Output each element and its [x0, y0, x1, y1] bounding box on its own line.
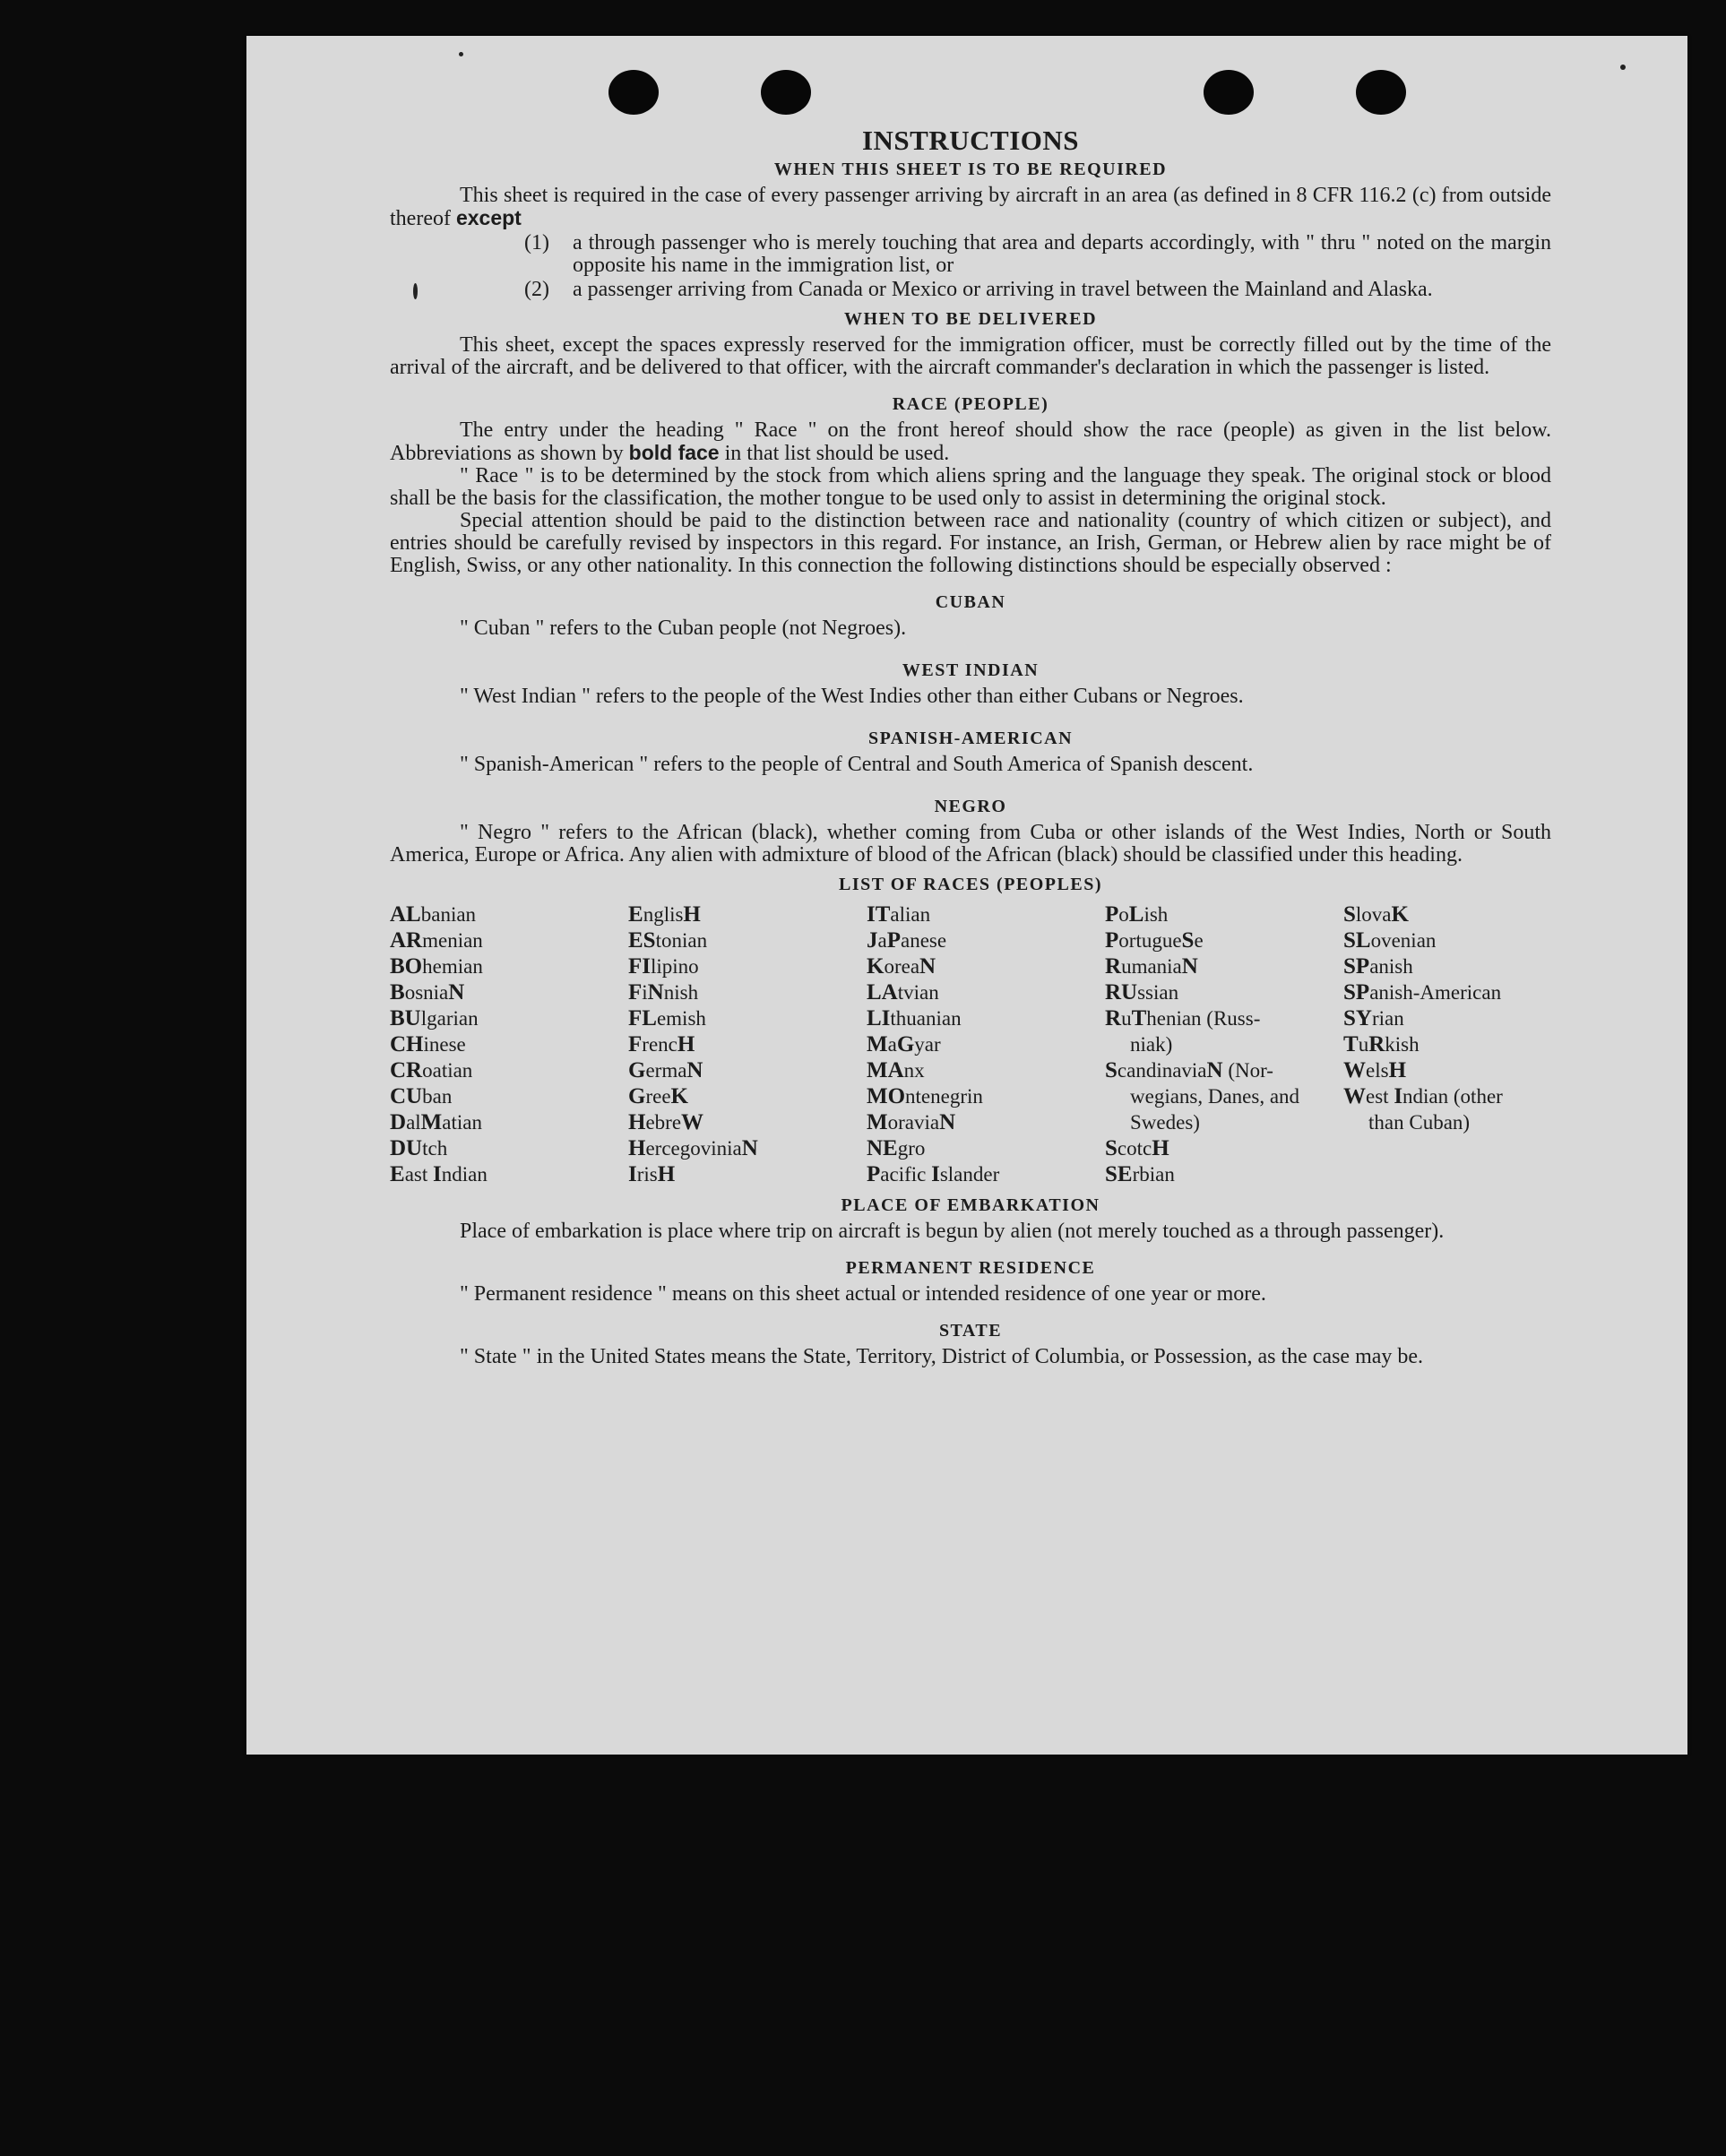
- race-text: anish-American: [1369, 981, 1502, 1004]
- heading-race: RACE (PEOPLE): [892, 394, 1049, 414]
- state-text: " State " in the United States means the State, Territory, District of Columbia, or Possession, as the case may be.: [460, 1345, 1424, 1368]
- race-abbrev: H: [628, 1136, 646, 1160]
- race-text: rbian: [1132, 1163, 1175, 1186]
- race-abbrev: T: [1131, 1006, 1147, 1031]
- punch-hole: [761, 70, 811, 115]
- race-text: u: [1358, 1033, 1369, 1056]
- race-abbrev: J: [867, 928, 878, 953]
- race-abbrev: N: [939, 1110, 956, 1134]
- race-abbrev: S: [1181, 928, 1195, 953]
- race-abbrev: F: [628, 980, 643, 1005]
- race-entry: [1343, 1057, 1549, 1083]
- race-paragraph-1: The entry under the heading " Race " on the front hereof should show the race (people) as given in the list below. Abbreviations as shown by bold face in that list should be used.: [390, 418, 1551, 465]
- race-text: slander: [939, 1163, 1000, 1186]
- race-abbrev: IT: [867, 902, 891, 927]
- race-abbrev: M: [420, 1110, 443, 1134]
- race-abbrev: W: [1343, 1058, 1366, 1082]
- race-text: banian: [420, 903, 477, 926]
- race-abbrev: F: [628, 1032, 643, 1056]
- race-abbrev: G: [896, 1032, 915, 1056]
- race-text: thuanian: [890, 1007, 962, 1030]
- race-entry: [1343, 979, 1549, 1005]
- race-column: [628, 901, 867, 1187]
- race-text: ast: [404, 1163, 433, 1186]
- race-abbrev: P: [867, 1162, 881, 1186]
- race-entry: [1343, 1005, 1549, 1031]
- race-column: [867, 901, 1105, 1187]
- race-text: nish: [663, 981, 699, 1004]
- race-text: cotc: [1117, 1137, 1152, 1160]
- race-abbrev: P: [1105, 928, 1119, 953]
- race-paragraph-2: " Race " is to be determined by the stock from which aliens spring and the language they speak. The original stock or blood shall be the basis for the classification, the mother tongue to be used only to assist in determining the original stock.: [390, 464, 1551, 510]
- race-text: ntenegrin: [905, 1085, 983, 1108]
- heading-embarkation: PLACE OF EMBARKATION: [841, 1195, 1100, 1215]
- race-abbrev: D: [390, 1110, 407, 1134]
- race-entry: [628, 953, 867, 979]
- except-bold: except: [455, 206, 522, 229]
- race-paragraph-3: Special attention should be paid to the distinction between race and nationality (country of which citizen or subject), and entries should be carefully revised by inspectors in this regard. For instance, an Irish, German, or Hebrew alien by race might be of English, Swiss, or any other nationality. In this connection the following distinctions should be especially observed :: [390, 509, 1551, 577]
- race-abbrev: M: [867, 1032, 888, 1056]
- cuban-text: " Cuban " refers to the Cuban people (not Negroes).: [460, 617, 907, 640]
- race-entry: [867, 1135, 1105, 1161]
- race-abbrev: N: [1206, 1058, 1223, 1082]
- race-entry: [1105, 1135, 1343, 1161]
- race-text: renc: [642, 1033, 677, 1056]
- punch-hole: [1204, 70, 1254, 115]
- race-entry: [390, 953, 628, 979]
- race-entry: [867, 1083, 1105, 1109]
- race-entry: [628, 1057, 867, 1083]
- race-entry: [390, 979, 628, 1005]
- race-abbrev: FI: [628, 954, 651, 979]
- race-entry: [628, 901, 867, 927]
- race-abbrev: R: [1368, 1032, 1385, 1056]
- race-entry: [1343, 953, 1549, 979]
- race-text: tvian: [897, 981, 939, 1004]
- race-abbrev: L: [1128, 902, 1144, 927]
- race-text: lova: [1355, 903, 1392, 926]
- race-abbrev: I: [1394, 1084, 1403, 1108]
- race-entry: [867, 1031, 1105, 1057]
- race-abbrev: SY: [1343, 1006, 1372, 1031]
- race-abbrev: CH: [390, 1032, 424, 1056]
- race-abbrev: SP: [1343, 954, 1370, 979]
- race-abbrev: N: [1181, 954, 1198, 979]
- race-entry: [628, 1135, 867, 1161]
- race-entry: [390, 1135, 628, 1161]
- document-sheet: [246, 36, 1687, 1755]
- race-entry: [628, 1031, 867, 1057]
- race-text: candinavia: [1117, 1059, 1207, 1082]
- race-text: anese: [901, 929, 947, 952]
- race-abbrev: H: [1388, 1058, 1407, 1082]
- race-text: emish: [656, 1007, 706, 1030]
- permanent-residence-text: " Permanent residence " means on this sheet actual or intended residence of one year or more.: [460, 1282, 1266, 1306]
- race-entry: [867, 953, 1105, 979]
- race-abbrev: W: [1343, 1084, 1366, 1108]
- race-abbrev: I: [931, 1162, 940, 1186]
- heading-list-of-races: LIST OF RACES (PEOPLES): [838, 875, 1102, 894]
- race-abbrev: H: [628, 1110, 646, 1134]
- punch-hole: [1356, 70, 1406, 115]
- race-entry: [867, 927, 1105, 953]
- race-text: e: [1194, 929, 1204, 952]
- race-abbrev: AL: [390, 902, 421, 927]
- race-abbrev: G: [628, 1084, 646, 1108]
- race-text: anish: [1369, 955, 1413, 978]
- race-abbrev: K: [670, 1084, 688, 1108]
- race-abbrev: BO: [390, 954, 423, 979]
- bold-face-text: bold face: [628, 441, 720, 464]
- race-abbrev: CR: [390, 1058, 423, 1082]
- race-abbrev: P: [886, 928, 901, 953]
- race-abbrev: I: [628, 1162, 637, 1186]
- races-table: [390, 901, 1551, 1187]
- race-entry: [390, 1083, 628, 1109]
- race-entry: [1105, 1005, 1343, 1057]
- when-required-intro: This sheet is required in the case of every passenger arriving by aircraft in an area (as defined in 8 CFR 116.2 (c) from outside thereof except: [390, 184, 1551, 230]
- instructions-content: [390, 125, 1551, 1368]
- race-text: orea: [884, 955, 920, 978]
- race-abbrev: S: [1343, 902, 1356, 927]
- race-text: inese: [423, 1033, 466, 1056]
- race-abbrev: W: [681, 1110, 704, 1134]
- race-abbrev: E: [628, 902, 643, 927]
- race-abbrev: RU: [1105, 980, 1138, 1005]
- race-entry: [1105, 927, 1343, 953]
- race-abbrev: NE: [867, 1136, 898, 1160]
- race-abbrev: ES: [628, 928, 656, 953]
- race-abbrev: H: [1152, 1136, 1169, 1160]
- race-abbrev: S: [1105, 1136, 1118, 1160]
- race-entry: [390, 1161, 628, 1187]
- race-abbrev: SL: [1343, 928, 1371, 953]
- race-text: i: [642, 981, 648, 1004]
- heading-spanish-american: SPANISH-AMERICAN: [867, 729, 1074, 748]
- heading-cuban: CUBAN: [935, 592, 1006, 612]
- race-entry: [390, 1005, 628, 1031]
- scan-speck: [1620, 65, 1626, 70]
- race-entry: [628, 1109, 867, 1135]
- race-entry: [1343, 927, 1549, 953]
- west-indian-text: " West Indian " refers to the people of the West Indies other than either Cubans or Negroes.: [460, 685, 1244, 708]
- race-entry: [628, 927, 867, 953]
- race-abbrev: R: [1105, 954, 1122, 979]
- race-abbrev: AR: [390, 928, 423, 953]
- race-abbrev: MA: [867, 1058, 904, 1082]
- list-item: [524, 279, 1551, 301]
- race-text: nglis: [643, 903, 684, 926]
- race-text: oravia: [887, 1111, 940, 1134]
- race-abbrev: SE: [1105, 1162, 1133, 1186]
- race-text: a: [877, 929, 887, 952]
- race-abbrev: N: [686, 1058, 703, 1082]
- race-entry: [1105, 953, 1343, 979]
- race-abbrev: N: [741, 1136, 758, 1160]
- race-entry: [628, 979, 867, 1005]
- when-delivered-text: This sheet, except the spaces expressly reserved for the immigration officer, must be correctly filled out by the time of the arrival of the aircraft, and be delivered to that officer, with the aircraft commander's declaration in which the passenger is listed.: [390, 333, 1551, 379]
- race-abbrev: LI: [867, 1006, 891, 1031]
- race-text: est: [1366, 1085, 1394, 1108]
- race-entry: [390, 901, 628, 927]
- heading-when-required: WHEN THIS SHEET IS TO BE REQUIRED: [773, 160, 1168, 179]
- race-text: ortugue: [1118, 929, 1182, 952]
- race-entry: [867, 979, 1105, 1005]
- race-column: [390, 901, 628, 1187]
- race-entry: [390, 927, 628, 953]
- race-text: tonian: [655, 929, 708, 952]
- heading-negro: NEGRO: [934, 797, 1007, 816]
- race-text: ndian (other: [1402, 1085, 1503, 1108]
- race-text: alian: [890, 903, 931, 926]
- race-abbrev: H: [683, 902, 701, 927]
- race-abbrev: E: [390, 1162, 405, 1186]
- race-abbrev: B: [390, 980, 405, 1005]
- race-text: erma: [645, 1059, 687, 1082]
- race-text: els: [1366, 1059, 1389, 1082]
- race-entry: [867, 1109, 1105, 1135]
- race-text: menian: [422, 929, 483, 952]
- race-abbrev: N: [448, 980, 465, 1005]
- race-text: ebre: [645, 1111, 682, 1134]
- race-text: (Nor-: [1222, 1059, 1273, 1082]
- race-text: ish: [1143, 903, 1169, 926]
- page-title: INSTRUCTIONS: [861, 125, 1079, 156]
- race-text: ssian: [1137, 981, 1179, 1004]
- race-text: a: [887, 1033, 897, 1056]
- punch-hole: [608, 70, 659, 115]
- list-text: a passenger arriving from Canada or Mexico or arriving in travel between the Mainland and Alaska.: [573, 278, 1433, 301]
- embarkation-text: Place of embarkation is place where trip on aircraft is begun by alien (not merely touched as a through passenger).: [460, 1220, 1445, 1243]
- heading-permanent-residence: PERMANENT RESIDENCE: [845, 1258, 1096, 1278]
- race-entry: [1105, 901, 1343, 927]
- race-abbrev: H: [677, 1032, 695, 1056]
- race-text: ercegovinia: [645, 1137, 742, 1160]
- race-text: al: [406, 1111, 421, 1134]
- spanish-american-text: " Spanish-American " refers to the people of Central and South America of Spanish descent.: [460, 753, 1254, 776]
- race-entry: [867, 1057, 1105, 1083]
- race-text: atian: [442, 1111, 482, 1134]
- list-text: a through passenger who is merely touching that area and departs accordingly, with " thru " noted on the margin opposite his name in the immigration list, or: [573, 231, 1551, 277]
- race-abbrev: DU: [390, 1136, 423, 1160]
- race-text: oatian: [422, 1059, 473, 1082]
- race-entry: [628, 1161, 867, 1187]
- race-continuation: than Cuban): [1368, 1111, 1471, 1134]
- race-text: kish: [1385, 1033, 1420, 1056]
- list-number: (1): [524, 231, 549, 254]
- race-entry: [1343, 1083, 1549, 1135]
- race-text: ban: [422, 1085, 453, 1108]
- race-entry: [1343, 901, 1549, 927]
- race-text: lgarian: [420, 1007, 479, 1030]
- race-text: henian (Russ-: [1146, 1007, 1261, 1030]
- race-entry: [390, 1057, 628, 1083]
- race-text: osnia: [404, 981, 449, 1004]
- race-text: acific: [880, 1163, 932, 1186]
- race-entry: [1105, 1057, 1343, 1135]
- race-entry: [1105, 979, 1343, 1005]
- race-entry: [1105, 1161, 1343, 1187]
- race-text: umania: [1121, 955, 1182, 978]
- race-text: rian: [1371, 1007, 1404, 1030]
- race-text: ris: [636, 1163, 658, 1186]
- list-number: (2): [524, 278, 549, 301]
- race-abbrev: N: [919, 954, 936, 979]
- race-entry: [1343, 1031, 1549, 1057]
- race-entry: [628, 1005, 867, 1031]
- race-abbrev: FL: [628, 1006, 657, 1031]
- race-column: [1105, 901, 1343, 1187]
- scan-speck: [413, 283, 418, 299]
- race-text: tch: [422, 1137, 448, 1160]
- race-abbrev: K: [867, 954, 885, 979]
- race-continuation: wegians, Danes, and Swedes): [1130, 1085, 1300, 1134]
- race-entry: [390, 1031, 628, 1057]
- race-abbrev: P: [1105, 902, 1119, 927]
- race-abbrev: N: [647, 980, 664, 1005]
- race-text: ovenian: [1370, 929, 1437, 952]
- race-text: ndian: [441, 1163, 488, 1186]
- race-column: [1343, 901, 1549, 1187]
- race-abbrev: M: [867, 1110, 888, 1134]
- race-abbrev: H: [657, 1162, 676, 1186]
- race-abbrev: S: [1105, 1058, 1118, 1082]
- race-abbrev: K: [1391, 902, 1409, 927]
- race-abbrev: T: [1343, 1032, 1359, 1056]
- race-text: o: [1118, 903, 1129, 926]
- race-abbrev: R: [1105, 1006, 1122, 1031]
- race-entry: [390, 1109, 628, 1135]
- scan-speck: [459, 52, 463, 56]
- list-item: [524, 232, 1551, 277]
- race-abbrev: CU: [390, 1084, 423, 1108]
- race-text: gro: [897, 1137, 926, 1160]
- race-entry: [628, 1083, 867, 1109]
- heading-when-delivered: WHEN TO BE DELIVERED: [843, 309, 1098, 329]
- race-text: u: [1121, 1007, 1132, 1030]
- race-text: nx: [903, 1059, 925, 1082]
- race-text: yar: [914, 1033, 941, 1056]
- race-entry: [867, 1005, 1105, 1031]
- race-abbrev: I: [433, 1162, 442, 1186]
- race-text: lipino: [651, 955, 699, 978]
- race-entry: [867, 901, 1105, 927]
- race-abbrev: MO: [867, 1084, 906, 1108]
- heading-state: STATE: [938, 1321, 1003, 1341]
- race-text: ree: [645, 1085, 671, 1108]
- race-entry: [867, 1161, 1105, 1187]
- race-continuation: niak): [1130, 1033, 1173, 1056]
- race-abbrev: G: [628, 1058, 646, 1082]
- negro-text: " Negro " refers to the African (black), whether coming from Cuba or other islands of the West Indies, North or South America, Europe or Africa. Any alien with admixture of blood of the African (black) should be classified under this heading.: [390, 821, 1551, 867]
- heading-west-indian: WEST INDIAN: [902, 660, 1040, 680]
- race-abbrev: LA: [867, 980, 898, 1005]
- race-abbrev: BU: [390, 1006, 421, 1031]
- race-abbrev: SP: [1343, 980, 1370, 1005]
- race-text: hemian: [422, 955, 483, 978]
